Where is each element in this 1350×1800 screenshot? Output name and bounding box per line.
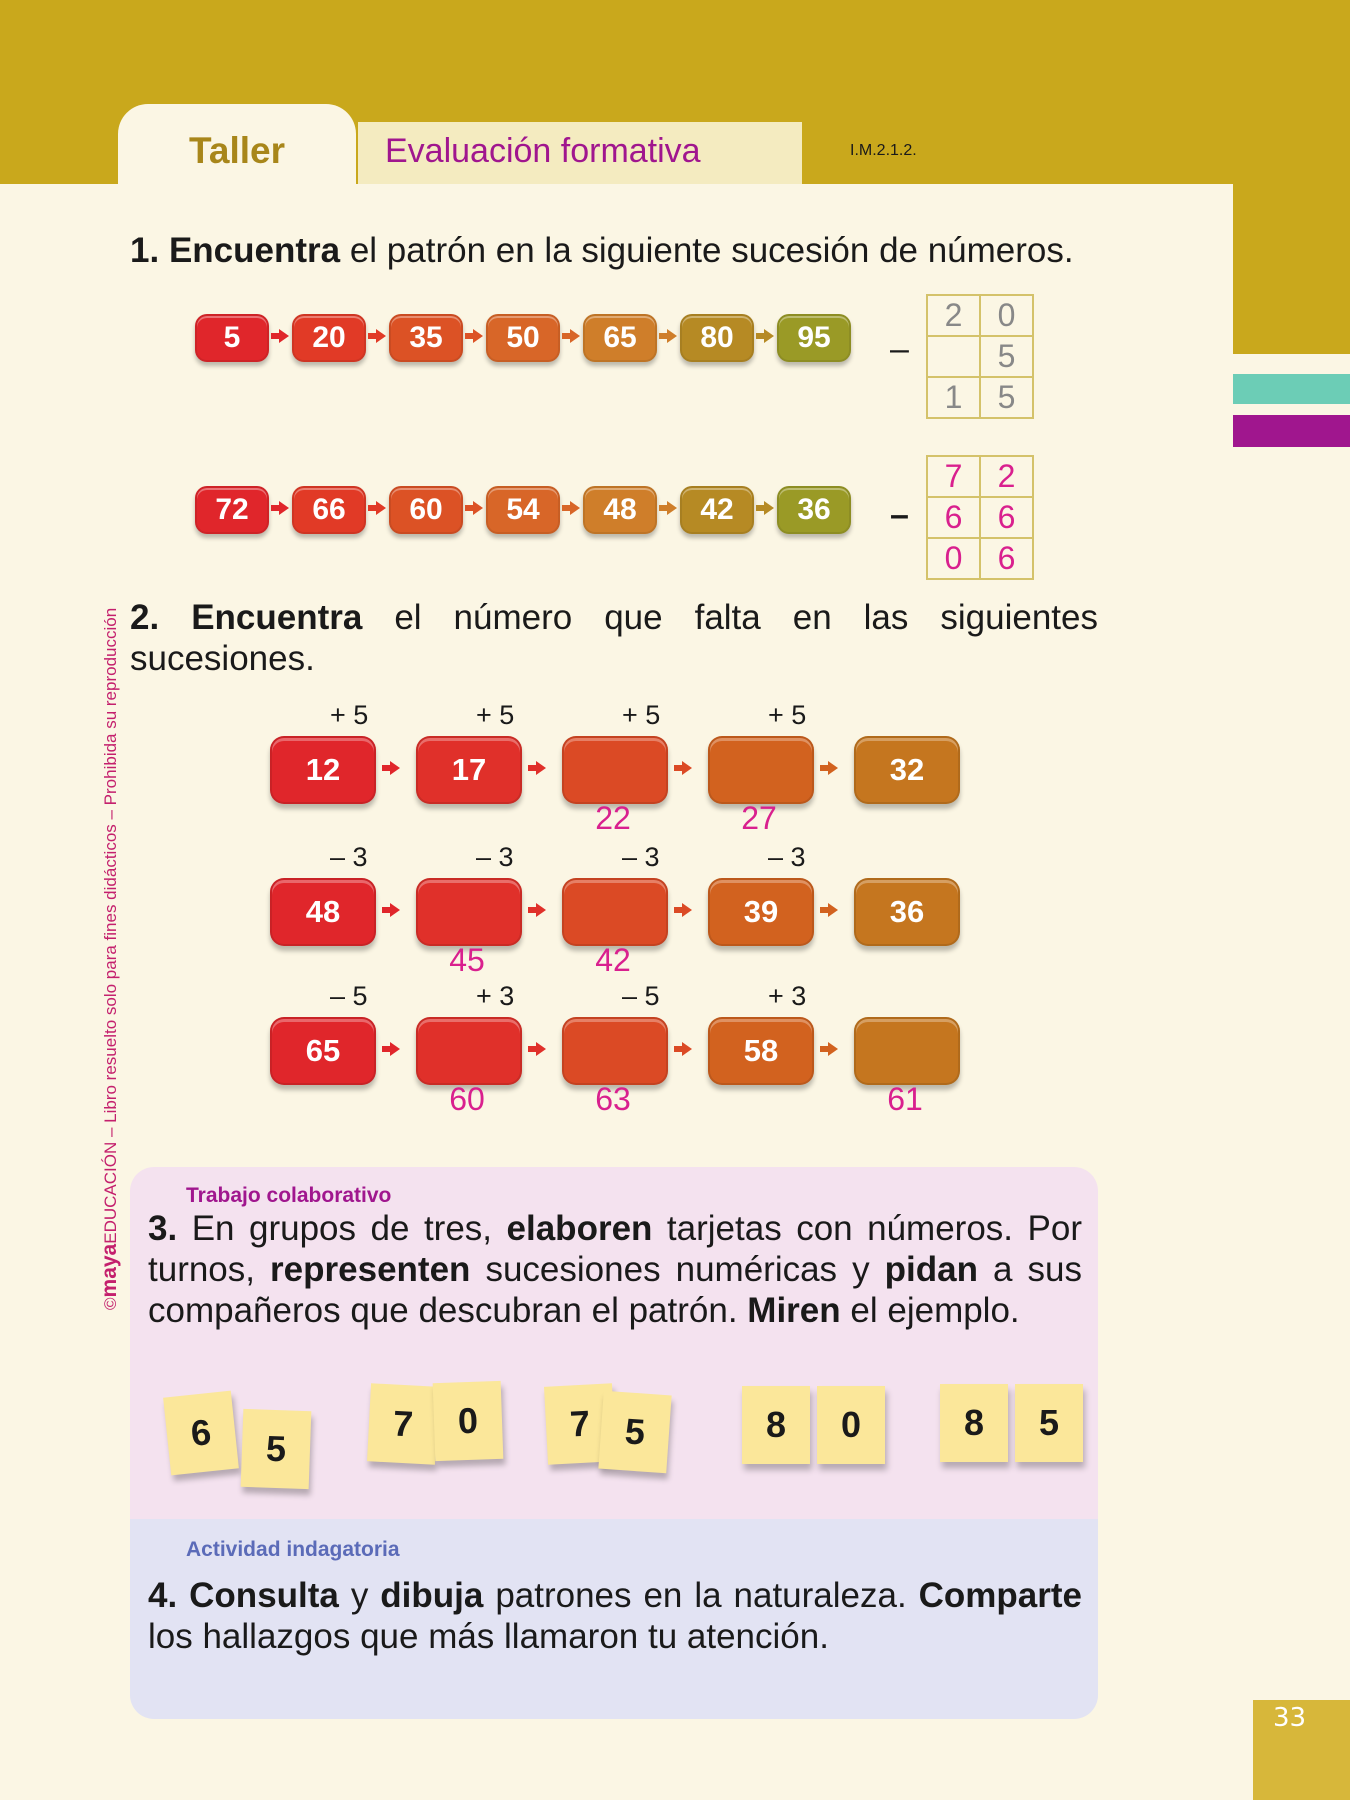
answer-number: 22 [595,800,631,836]
operation-label: + 3 [768,981,807,1011]
arrow-right-icon [659,501,677,515]
question-verb: Encuentra [168,231,341,270]
arrow-right-icon [562,329,580,343]
arrow-right-icon [674,761,692,775]
question-text: En grupos de tres, [191,1209,493,1248]
question-text: a sus compañeros que descubran el patrón. [148,1250,1083,1330]
sequence-box [416,878,522,946]
sequence-box [416,1017,522,1085]
digit-cell: 6 [980,497,1033,538]
arrow-right-icon [271,329,289,343]
answer-number: 60 [449,1081,485,1117]
question-verb: Miren [747,1291,841,1330]
question-3 [148,1208,1082,1331]
teal-stripe [1233,374,1350,404]
sequence-pill: 60 [389,486,463,534]
question-verb: pidan [884,1250,978,1289]
sequence-pill: 95 [777,314,851,362]
sequence-box [854,1017,960,1085]
answer-number: 42 [595,942,631,978]
collaborative-title: Trabajo colaborativo [186,1184,392,1207]
arrow-right-icon [465,329,483,343]
operation-label: + 3 [476,981,515,1011]
number-card: 8 [742,1386,810,1464]
right-band [1233,184,1350,354]
operation-label: – 3 [330,842,368,872]
sequence-pill: 42 [680,486,754,534]
operation-label: + 5 [476,700,515,730]
arrow-right-icon [528,903,546,917]
question-number: 3. [148,1209,178,1248]
digit-cell: 2 [980,456,1033,497]
arrow-right-icon [368,329,386,343]
sequence-pill: 65 [583,314,657,362]
sequence-box: 58 [708,1017,814,1085]
answer-number: 27 [741,800,777,836]
operation-label: + 5 [768,700,807,730]
question-number: 1. [130,231,160,270]
number-card: 0 [817,1386,885,1464]
minus-sign: – [890,330,909,368]
digit-cell: 0 [927,538,980,579]
number-card: 7 [544,1383,616,1464]
sequence-box [562,736,668,804]
question-verb: representen [270,1250,471,1289]
arrow-right-icon [659,329,677,343]
operation-label: – 3 [768,842,806,872]
operation-label: – 5 [622,981,660,1011]
arrow-right-icon [382,761,400,775]
sequence-box [708,736,814,804]
copyright-note [98,608,122,1310]
curriculum-code: I.M.2.1.2. [850,142,917,159]
digit-cell: 0 [980,295,1033,336]
arrow-right-icon [820,903,838,917]
sequence-box: 17 [416,736,522,804]
question-text: tarjetas con números. Por turnos, [148,1209,1082,1289]
arrow-right-icon [756,501,774,515]
brand-name: maya [98,1243,121,1298]
purple-stripe [1233,415,1350,447]
arrow-right-icon [382,1042,400,1056]
minus-sign: – [890,496,909,534]
digit-cell: 6 [927,497,980,538]
question-4 [148,1575,1082,1657]
operation-label: + 5 [622,700,661,730]
sequence-box: 39 [708,878,814,946]
question-verb: Encuentra [191,598,363,637]
digit-cell: 1 [927,377,980,418]
subtraction-grid-2 [926,455,1034,580]
arrow-right-icon [674,903,692,917]
question-number: 2. [130,598,160,637]
tab-evaluacion-label: Evaluación formativa [385,132,701,170]
number-card: 8 [940,1384,1008,1462]
number-card: 5 [598,1391,671,1474]
question-verb: Consulta [189,1576,339,1615]
sequence-box [562,1017,668,1085]
sequence-pill: 5 [195,314,269,362]
digit-cell: 2 [927,295,980,336]
question-verb: elaboren [506,1209,653,1248]
arrow-right-icon [465,501,483,515]
question-1 [130,230,1098,271]
question-text: el número que falta en las siguientes sucesiones. [130,598,1098,678]
question-text: el ejemplo. [850,1291,1020,1330]
arrow-right-icon [382,903,400,917]
question-number: 4. [148,1576,178,1615]
operation-label: – 3 [622,842,660,872]
question-text: y [350,1576,369,1615]
subtraction-grid-1 [926,294,1034,419]
digit-cell: 6 [980,538,1033,579]
digit-cell: 5 [980,336,1033,377]
number-card: 0 [433,1381,504,1461]
sequence-box [562,878,668,946]
arrow-right-icon [528,1042,546,1056]
number-card: 5 [1015,1384,1083,1462]
arrow-right-icon [368,501,386,515]
digit-cell: 7 [927,456,980,497]
sequence-pill: 80 [680,314,754,362]
sequence-pill: 36 [777,486,851,534]
question-text: los hallazgos que más llamaron tu atención. [148,1617,829,1656]
question-text: el patrón en la siguiente sucesión de números. [349,231,1074,270]
sequence-pill: 50 [486,314,560,362]
question-text: sucesiones numéricas y [485,1250,870,1289]
sequence-pill: 54 [486,486,560,534]
sequence-box: 12 [270,736,376,804]
arrow-right-icon [271,501,289,515]
question-verb: Comparte [918,1576,1083,1615]
sequence-pill: 66 [292,486,366,534]
page-number: 33 [1272,1703,1307,1733]
sequence-pill: 48 [583,486,657,534]
arrow-right-icon [674,1042,692,1056]
tab-taller-label: Taller [189,130,285,171]
question-text: patrones en la naturaleza. [495,1576,907,1615]
sequence-box: 48 [270,878,376,946]
sequence-box: 32 [854,736,960,804]
copyright-text: EDUCACIÓN – Libro resuelto solo para fines didácticos – Prohibida su reproducción [101,607,120,1244]
inquiry-title: Actividad indagatoria [186,1538,400,1561]
answer-number: 63 [595,1081,631,1117]
question-verb: dibuja [380,1576,484,1615]
arrow-right-icon [562,501,580,515]
number-card: 5 [241,1409,312,1489]
operation-label: – 5 [330,981,368,1011]
arrow-right-icon [528,761,546,775]
sequence-box: 65 [270,1017,376,1085]
question-2 [130,597,1098,679]
digit-cell: 5 [980,377,1033,418]
operation-label: + 5 [330,700,369,730]
sequence-pill: 20 [292,314,366,362]
arrow-right-icon [820,1042,838,1056]
sequence-pill: 35 [389,314,463,362]
answer-number: 45 [449,942,485,978]
copyright-symbol: © [101,1297,120,1310]
number-card: 6 [163,1391,239,1476]
answer-number: 61 [887,1081,923,1117]
sequence-box: 36 [854,878,960,946]
digit-cell [927,336,980,377]
number-card: 7 [367,1383,439,1464]
arrow-right-icon [756,329,774,343]
arrow-right-icon [820,761,838,775]
operation-label: – 3 [476,842,514,872]
sequence-pill: 72 [195,486,269,534]
